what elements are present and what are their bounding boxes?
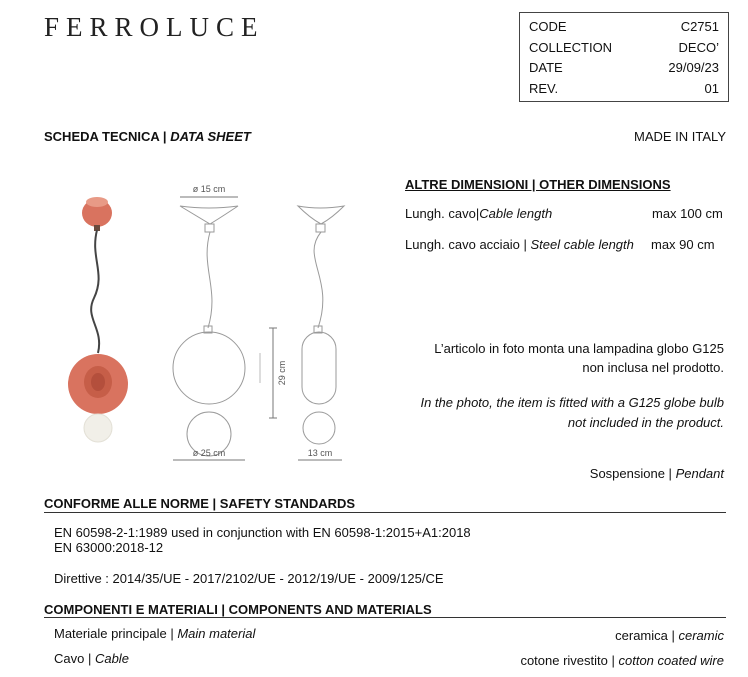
info-label: COLLECTION	[529, 40, 613, 55]
note-en-line: not included in the product.	[567, 415, 724, 430]
cable-row-value	[520, 653, 724, 668]
other-dimensions-title: ALTRE DIMENSIONI | OTHER DIMENSIONS	[405, 177, 671, 192]
dim-depth-label: 13 cm	[307, 448, 333, 458]
note-english	[420, 393, 724, 433]
sheet-title-it: SCHEDA TECNICA |	[44, 129, 171, 144]
cable-label-en: Cable	[94, 651, 129, 666]
dimension-label-en: Steel cable length	[530, 237, 634, 252]
dimension-label-it: Lungh. cavo acciaio |	[405, 237, 531, 252]
dimension-value: max 90 cm	[651, 237, 715, 252]
type-it: Sospensione |	[589, 466, 676, 481]
dim-height-label: 29 cm	[277, 360, 287, 386]
info-label: DATE	[529, 60, 563, 75]
info-label: REV.	[529, 81, 559, 96]
sheet-title-en: DATA SHEET	[170, 129, 251, 144]
cable-row-label	[54, 651, 129, 666]
note-en-line: In the photo, the item is fitted with a G125 globe bulb	[420, 395, 724, 410]
front-view-drawing	[173, 197, 277, 460]
cable-value-it: cotone rivestito |	[520, 653, 619, 668]
standard-line: EN 63000:2018-12	[54, 540, 164, 555]
photo-bulb	[84, 414, 112, 442]
materials-title: COMPONENTI E MATERIALI | COMPONENTS AND MATERIALS	[44, 602, 432, 617]
directives-value: 2014/35/UE - 2017/2102/UE - 2012/19/UE - 2009/125/CE	[112, 571, 444, 586]
info-box	[519, 12, 729, 102]
standards-title: CONFORME ALLE NORME | SAFETY STANDARDS	[44, 496, 356, 511]
dimension-label-it: Lungh. cavo|	[405, 206, 480, 221]
info-row-rev	[529, 81, 719, 101]
brand-logo: FERROLUCE	[44, 12, 265, 42]
dim-top-label: ø 15 cm	[192, 184, 226, 194]
standards-list	[54, 525, 471, 555]
cable-label-it: Cavo |	[54, 651, 95, 666]
note-it-line: non inclusa nel prodotto.	[582, 360, 724, 375]
directives	[54, 571, 444, 586]
side-view-drawing	[298, 206, 344, 460]
dimension-value: max 100 cm	[652, 206, 723, 221]
info-row-code	[529, 19, 719, 39]
info-row-collection	[529, 40, 719, 60]
material-value-en: ceramic	[678, 628, 724, 643]
product-type	[590, 466, 724, 481]
info-value: C2751	[680, 19, 719, 34]
info-row-date	[529, 60, 719, 80]
info-value: 01	[704, 81, 719, 96]
dimension-row	[405, 206, 725, 221]
made-in-label: MADE IN ITALY	[634, 129, 726, 144]
sheet-title	[44, 129, 251, 144]
info-value: 29/09/23	[668, 60, 719, 75]
product-drawing	[60, 178, 390, 473]
material-row-value	[615, 628, 724, 643]
material-value-it: ceramica |	[615, 628, 679, 643]
cable-value-en: cotton coated wire	[618, 653, 724, 668]
materials-divider	[44, 617, 726, 618]
dimension-row	[405, 237, 725, 252]
info-label: CODE	[529, 19, 567, 34]
material-label-it: Materiale principale |	[54, 626, 178, 641]
photo-cable	[91, 230, 99, 353]
standard-line: EN 60598-2-1:1989 used in conjunction with EN 60598-1:2015+A1:2018	[54, 525, 471, 540]
standards-divider	[44, 512, 726, 513]
material-label-en: Main material	[177, 626, 256, 641]
note-italian	[434, 339, 724, 377]
note-it-line: L’articolo in foto monta una lampadina globo G125	[434, 341, 724, 356]
type-en: Pendant	[675, 466, 724, 481]
material-row-label	[54, 626, 255, 641]
directives-label: Direttive :	[54, 571, 113, 586]
dimension-label-en: Cable length	[479, 206, 553, 221]
info-value: DECO’	[678, 40, 719, 55]
dim-bottom-label: ø 25 cm	[192, 448, 226, 458]
